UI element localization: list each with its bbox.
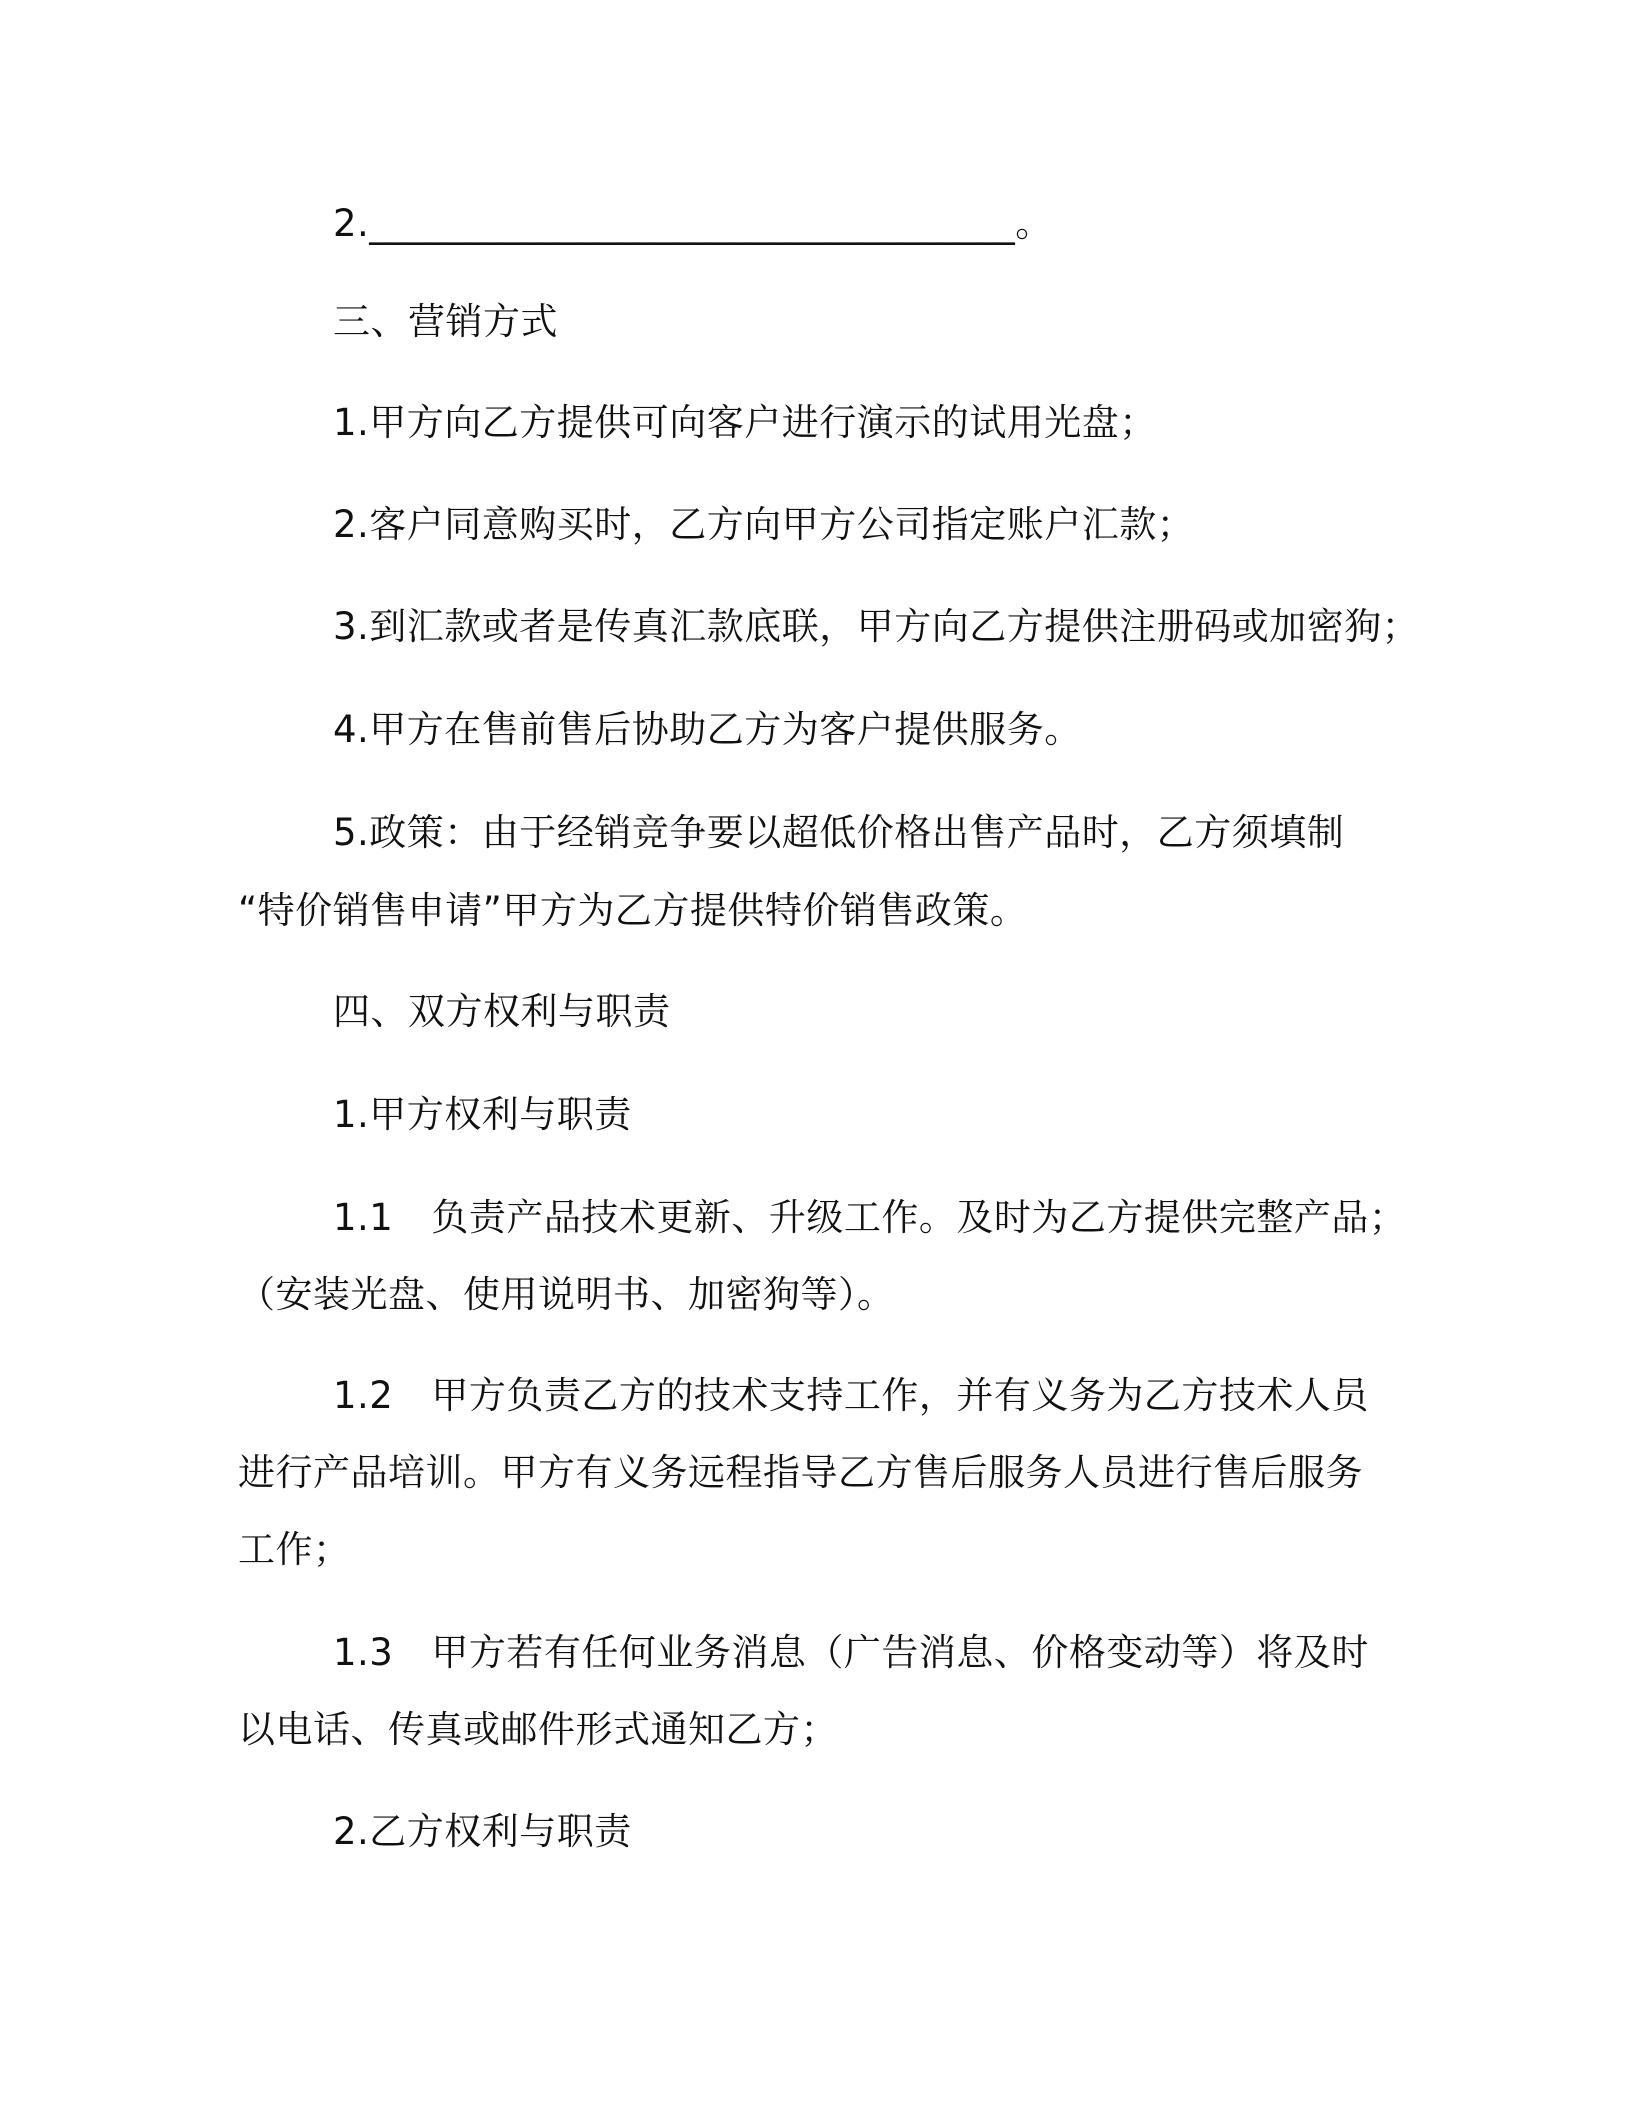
marketing-item-5-line-2: “特价销售申请”甲方为乙方提供特价销售政策。: [238, 889, 1028, 932]
marketing-item-3: 3.到汇款或者是传真汇款底联，甲方向乙方提供注册码或加密狗；: [333, 605, 1420, 648]
clause-1-1-line-1: [333, 1196, 1406, 1240]
section-heading-marketing: 三、营销方式: [333, 300, 558, 343]
clause-1-2-line-1: [333, 1374, 1369, 1418]
clause-text: 负责产品技术更新、升级工作。及时为乙方提供完整产品；: [431, 1196, 1407, 1239]
clause-number: 1.1: [333, 1196, 394, 1239]
clause-1-2-line-3: 工作；: [238, 1528, 351, 1571]
marketing-item-1: 1.甲方向乙方提供可向客户进行演示的试用光盘；: [333, 401, 1157, 444]
clause-number: 1.2: [333, 1374, 394, 1417]
clause-text: 甲方负责乙方的技术支持工作，并有义务为乙方技术人员: [431, 1374, 1369, 1417]
clause-text: 甲方若有任何业务消息（广告消息、价格变动等）将及时: [431, 1631, 1369, 1674]
marketing-item-5-line-1: 5.政策：由于经销竞争要以超低价格出售产品时，乙方须填制: [333, 811, 1345, 854]
clause-1-1-line-2: （安装光盘、使用说明书、加密狗等）。: [238, 1273, 895, 1316]
marketing-item-2: 2.客户同意购买时，乙方向甲方公司指定账户汇款；: [333, 503, 1195, 546]
clause-1-3-line-1: [333, 1631, 1369, 1675]
clause-1-2-line-2: 进行产品培训。甲方有义务远程指导乙方售后服务人员进行售后服务: [238, 1451, 1363, 1494]
party-b-heading: 2.乙方权利与职责: [333, 1810, 632, 1853]
marketing-item-4: 4.甲方在售前售后协助乙方为客户提供服务。: [333, 708, 1082, 751]
blank-item-2: 2.__________________________________。: [333, 202, 1053, 245]
clause-number: 1.3: [333, 1631, 394, 1674]
party-a-heading: 1.甲方权利与职责: [333, 1093, 632, 1136]
clause-1-3-line-2: 以电话、传真或邮件形式通知乙方；: [238, 1708, 838, 1751]
section-heading-rights: 四、双方权利与职责: [333, 990, 671, 1033]
